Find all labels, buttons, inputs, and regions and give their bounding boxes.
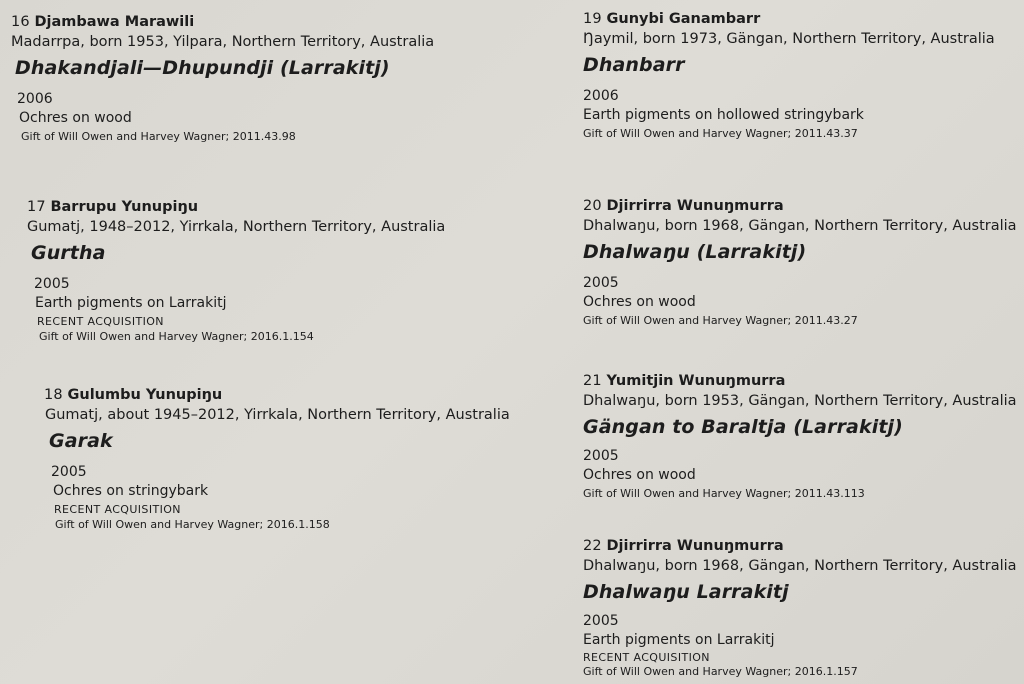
artist-name: Djirrirra Wunuŋmurra [606,538,784,554]
artwork-title: Dhalwaŋu Larrakitj [583,581,789,603]
catalog-number: 17 [27,199,46,215]
catalog-number: 16 [11,14,30,30]
artist-heading [583,12,995,27]
artwork-label-17 [27,200,445,342]
artwork-medium: Ochres on wood [583,467,696,483]
artist-heading [583,199,1017,214]
artwork-year: 2006 [583,88,619,104]
artwork-year: 2006 [17,91,53,107]
artwork-credit: Gift of Will Owen and Harvey Wagner; 2011.43.98 [21,130,296,143]
artist-origin: Ŋaymil, born 1973, Gängan, Northern Territory, Australia [583,30,995,47]
artwork-label-18 [44,388,510,530]
artwork-medium: Ochres on stringybark [53,483,209,499]
artist-origin: Dhalwaŋu, born 1968, Gängan, Northern Territory, Australia [583,217,1017,234]
artwork-title: Dhalwaŋu (Larrakitj) [583,241,807,263]
artwork-label-21 [583,374,1017,499]
artwork-label-19 [583,12,995,139]
artwork-title: Garak [49,430,113,452]
artwork-label-16 [11,15,434,142]
artwork-title: Dhanbarr [583,54,685,76]
recent-acquisition-tag: RECENT ACQUISITION [37,315,164,328]
recent-acquisition-tag: RECENT ACQUISITION [583,651,710,664]
artist-heading [11,15,434,30]
artwork-medium: Ochres on wood [583,294,696,310]
catalog-number: 20 [583,198,602,214]
artwork-year: 2005 [583,448,619,464]
artwork-year: 2005 [51,464,87,480]
artwork-credit: Gift of Will Owen and Harvey Wagner; 2016.1.154 [39,330,314,343]
catalog-number: 19 [583,11,602,27]
artwork-year: 2005 [583,275,619,291]
artwork-medium: Earth pigments on Larrakitj [35,295,227,311]
artwork-medium: Earth pigments on Larrakitj [583,632,775,648]
artist-name: Gulumbu Yunupiŋu [67,387,223,403]
catalog-number: 18 [44,387,63,403]
artist-name: Yumitjin Wunuŋmurra [606,373,786,389]
artwork-medium: Ochres on wood [19,110,132,126]
artist-name: Djirrirra Wunuŋmurra [606,198,784,214]
artwork-credit: Gift of Will Owen and Harvey Wagner; 2011.43.37 [583,127,858,140]
artwork-title: Gurtha [31,242,106,264]
recent-acquisition-tag: RECENT ACQUISITION [54,503,181,516]
artwork-year: 2005 [34,276,70,292]
artist-name: Gunybi Ganambarr [606,11,761,27]
artist-heading [583,374,1017,389]
artwork-label-20 [583,199,1017,326]
artist-name: Barrupu Yunupiŋu [50,199,199,215]
artwork-title: Dhakandjali—Dhupundji (Larrakitj) [15,57,390,79]
artist-origin: Dhalwaŋu, born 1953, Gängan, Northern Territory, Australia [583,392,1017,409]
artist-origin: Gumatj, about 1945–2012, Yirrkala, Northern Territory, Australia [45,406,510,423]
catalog-number: 21 [583,373,602,389]
artwork-credit: Gift of Will Owen and Harvey Wagner; 2016.1.157 [583,665,858,678]
artist-origin: Madarrpa, born 1953, Yilpara, Northern Territory, Australia [11,33,435,50]
artist-name: Djambawa Marawili [34,14,195,30]
artist-origin: Gumatj, 1948–2012, Yirrkala, Northern Territory, Australia [27,218,446,235]
artist-heading [44,388,510,403]
artwork-year: 2005 [583,613,619,629]
artwork-medium: Earth pigments on hollowed stringybark [583,107,864,123]
artwork-credit: Gift of Will Owen and Harvey Wagner; 2011.43.27 [583,314,858,327]
artist-origin: Dhalwaŋu, born 1968, Gängan, Northern Territory, Australia [583,557,1017,574]
artist-heading [583,539,1017,554]
artwork-credit: Gift of Will Owen and Harvey Wagner; 2011.43.113 [583,487,865,500]
artist-heading [27,200,445,215]
artwork-label-22 [583,539,1017,677]
catalog-number: 22 [583,538,602,554]
artwork-credit: Gift of Will Owen and Harvey Wagner; 2016.1.158 [55,518,330,531]
artwork-title: Gängan to Baraltja (Larrakitj) [583,416,903,438]
